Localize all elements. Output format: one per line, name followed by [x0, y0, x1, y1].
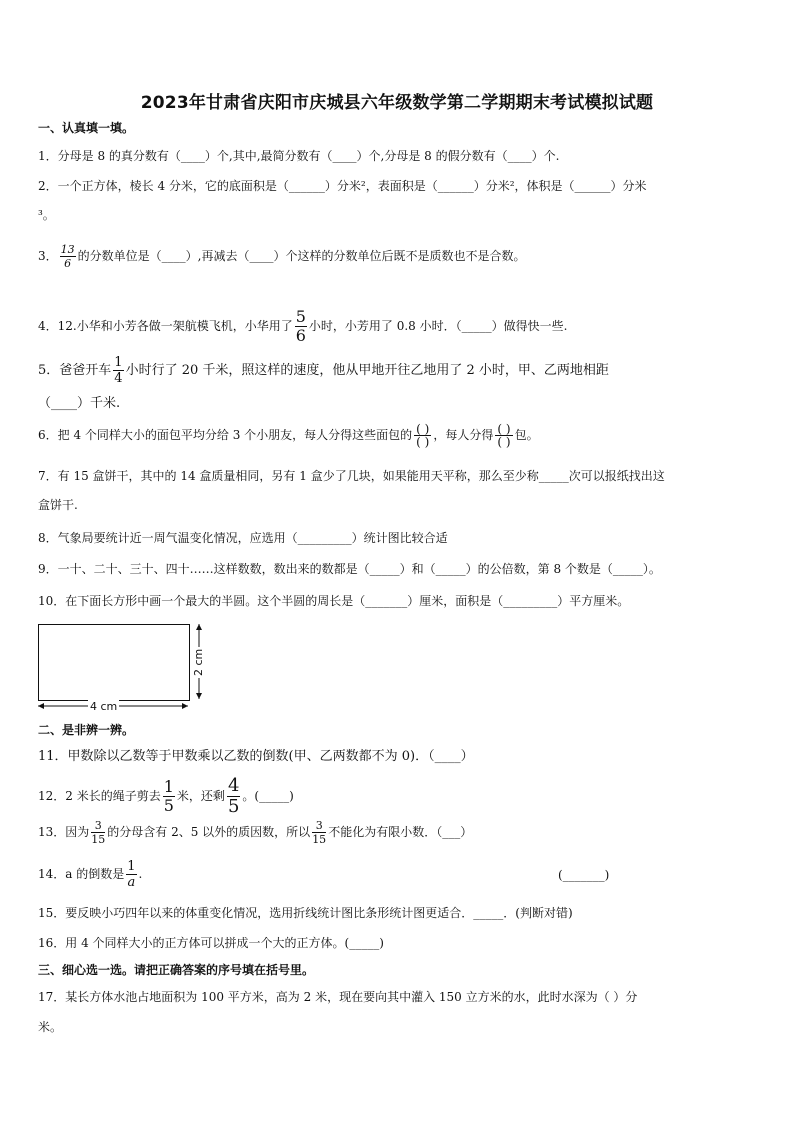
question-13-prefix: 13．因为 — [38, 825, 90, 839]
section-3-heading: 三、细心选一选。请把正确答案的序号填在括号里。 — [38, 963, 315, 977]
question-17-line-1: 17．某长方体水池占地面积为 100 平方米，高为 2 米，现在要向其中灌入 150 立方米的水，此时水深为（ ）分 — [38, 990, 638, 1004]
question-6-suffix: 包。 — [514, 428, 539, 442]
fraction-denominator: 4 — [114, 371, 123, 386]
fraction-denominator: 5 — [163, 796, 174, 815]
question-1: 1．分母是 8 的真分数有（____）个,其中,最简分数有（____）个,分母是 8 的假分数有（____）个. — [38, 149, 560, 163]
question-6-prefix: 6．把 4 个同样大小的面包平均分给 3 个小朋友，每人分得这些面包的 — [38, 428, 413, 442]
question-5-prefix: 5．爸爸开车 — [38, 363, 112, 378]
section-2-heading: 二、是非辨一辨。 — [38, 723, 135, 737]
fraction-numerator: 1 — [114, 355, 123, 370]
height-label: 2 cm — [192, 648, 205, 676]
fraction-numerator: 1 — [127, 859, 136, 874]
question-4-prefix: 4．12.小华和小芳各做一架航模飞机，小华用了 — [38, 319, 293, 333]
fraction-numerator: 4 — [227, 775, 240, 796]
question-2-line-2: ³。 — [38, 208, 55, 222]
fraction-numerator: 1 — [163, 777, 174, 796]
question-7-line-2: 盒饼干. — [38, 498, 78, 512]
width-arrow-left — [38, 703, 44, 709]
question-14-answer-blank: (_______) — [558, 868, 610, 882]
question-12-fraction-1 — [163, 779, 175, 814]
question-14-prefix: 14．a 的倒数是 — [38, 867, 125, 881]
question-12-mid: 米，还剩 — [176, 789, 225, 803]
height-arrow-top — [196, 624, 202, 630]
question-12-prefix: 12．2 米长的绳子剪去 — [38, 789, 161, 803]
question-9: 9．一十、二十、三十、四十……这样数数，数出来的数都是（_____）和（_____）的公倍数，第 8 个数是（_____）。 — [38, 562, 661, 576]
fraction-numerator: 13 — [60, 243, 75, 256]
fraction-numerator-blank: ( ) — [416, 422, 430, 436]
question-13-fraction-1 — [91, 820, 105, 845]
question-2-line-1: 2．一个正方体，棱长 4 分米，它的底面积是（______）分米²，表面积是（______）分米²，体积是（______）分米 — [38, 179, 647, 193]
question-3-prefix: 3． — [38, 249, 58, 263]
question-13-fraction-2 — [312, 820, 326, 845]
question-13 — [38, 820, 472, 845]
question-6-mid: ，每人分得 — [433, 428, 494, 442]
question-10: 10．在下面长方形中画一个最大的半圆。这个半圆的周长是（_______）厘米，面积是（_________）平方厘米。 — [38, 594, 630, 608]
fraction-denominator: 15 — [91, 833, 106, 846]
fraction-numerator: 5 — [295, 307, 306, 326]
question-13-mid: 的分母含有 2、5 以外的质因数，所以 — [107, 825, 311, 839]
height-arrow-bottom — [196, 693, 202, 699]
question-8: 8．气象局要统计近一周气温变化情况，应选用（_________）统计图比较合适 — [38, 531, 448, 545]
question-7-line-1: 7．有 15 盒饼干，其中的 14 盒质量相同，另有 1 盒少了几块，如果能用天平称，那么至少称_____次可以报纸找出这 — [38, 469, 665, 483]
fraction-denominator: 5 — [227, 796, 240, 817]
question-15: 15．要反映小巧四年以来的体重变化情况，选用折线统计图比条形统计图更适合．_____．(判断对错) — [38, 906, 573, 920]
question-5-text: 小时行了 20 千米，照这样的速度，他从甲地开往乙地用了 2 小时，甲、乙两地相距 — [125, 363, 609, 378]
question-3-text: 的分数单位是（____）,再减去（____）个这样的分数单位后既不是质数也不是合数。 — [77, 249, 526, 263]
question-14 — [38, 860, 142, 889]
question-4-text: 小时，小芳用了 0.8 小时．（_____）做得快一些. — [308, 319, 568, 333]
question-14-fraction — [126, 860, 136, 889]
question-11: 11．甲数除以乙数等于甲数乘以乙数的倒数(甲、乙两数都不为 0)．（____） — [38, 749, 474, 764]
question-14-suffix: . — [138, 867, 143, 881]
question-17-line-2: 米。 — [38, 1020, 63, 1034]
fraction-numerator-blank: ( ) — [497, 422, 511, 436]
question-13-suffix: 不能化为有限小数．（___） — [328, 825, 473, 839]
fraction-numerator: 3 — [312, 820, 326, 833]
fraction-denominator: 15 — [312, 833, 327, 846]
question-12-suffix: 。(_____) — [242, 789, 294, 803]
fraction-denominator: 6 — [295, 326, 306, 345]
page-title: 2023年甘肃省庆阳市庆城县六年级数学第二学期期末考试模拟试题 — [140, 93, 654, 113]
question-16: 16．用 4 个同样大小的正方体可以拼成一个大的正方体。(_____) — [38, 936, 384, 950]
fraction-denominator-blank: ( ) — [416, 435, 430, 449]
question-12-fraction-2 — [227, 777, 240, 816]
section-1-heading: 一、认真填一填。 — [38, 121, 135, 135]
fraction-denominator-blank: ( ) — [497, 435, 511, 449]
width-label: 4 cm — [90, 700, 118, 713]
width-arrow-right — [182, 703, 188, 709]
fraction-numerator: 3 — [91, 820, 105, 833]
question-5-line-2: （____）千米. — [38, 396, 121, 411]
fraction-denominator: 6 — [64, 257, 72, 270]
question-12 — [38, 777, 294, 816]
fraction-denominator: a — [127, 875, 136, 890]
